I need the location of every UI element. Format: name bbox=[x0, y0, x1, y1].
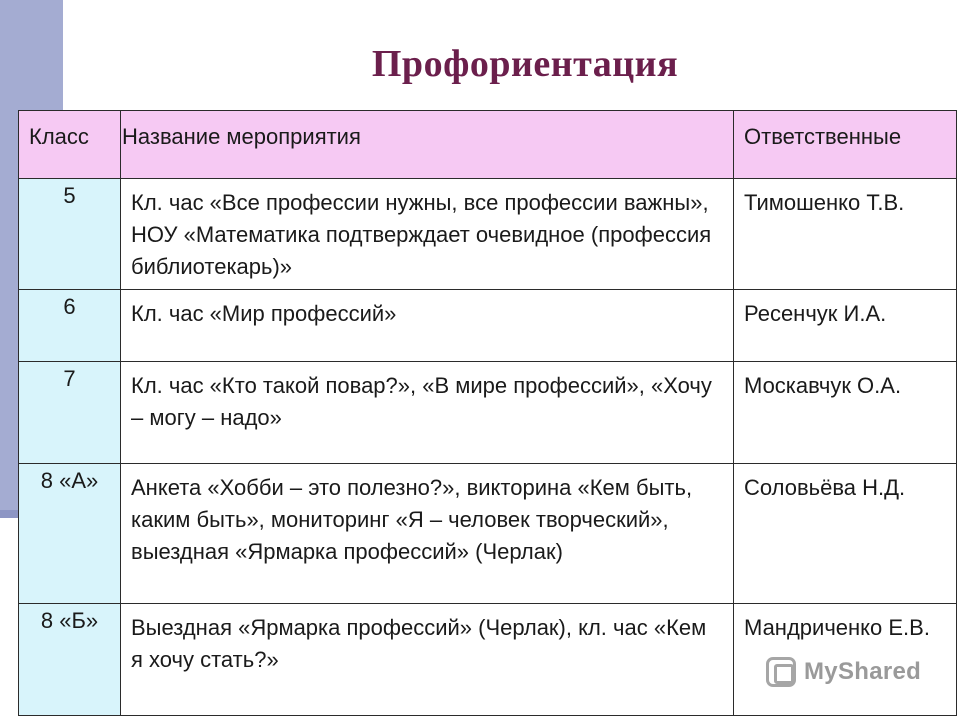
cell-event: Выездная «Ярмарка профессий» (Черлак), кл. час «Кем я хочу стать?» bbox=[121, 604, 734, 716]
myshared-logo-icon bbox=[766, 657, 796, 687]
cell-class: 5 bbox=[19, 179, 121, 290]
watermark bbox=[766, 652, 921, 692]
table-row bbox=[19, 179, 957, 290]
header-class: Класс bbox=[19, 111, 121, 179]
cell-responsible: Москавчук О.А. bbox=[734, 362, 957, 464]
cell-class: 8 «А» bbox=[19, 464, 121, 604]
page-title: Профориентация bbox=[371, 43, 679, 85]
watermark-text: MyShared bbox=[804, 658, 922, 685]
table-row bbox=[19, 290, 957, 362]
cell-responsible: Мандриченко Е.В. bbox=[734, 604, 957, 716]
cell-event: Кл. час «Все профессии нужны, все профессии важны», НОУ «Математика подтверждает очевидное (профессия библиотекарь)» bbox=[121, 179, 734, 290]
cell-event: Анкета «Хобби – это полезно?», викторина «Кем быть, каким быть», мониторинг «Я – человек творческий», выездная «Ярмарка профессий» (Черлак) bbox=[121, 464, 734, 604]
table-header-row bbox=[19, 111, 957, 179]
header-responsible: Ответственные bbox=[734, 111, 957, 179]
cell-responsible: Соловьёва Н.Д. bbox=[734, 464, 957, 604]
cell-class: 6 bbox=[19, 290, 121, 362]
cell-class: 8 «Б» bbox=[19, 604, 121, 716]
cell-responsible: Тимошенко Т.В. bbox=[734, 179, 957, 290]
table-row bbox=[19, 464, 957, 604]
cell-event: Кл. час «Кто такой повар?», «В мире профессий», «Хочу – могу – надо» bbox=[121, 362, 734, 464]
header-event: Название мероприятия bbox=[121, 111, 734, 179]
table-row bbox=[19, 362, 957, 464]
cell-responsible: Ресенчук И.А. bbox=[734, 290, 957, 362]
cell-event: Кл. час «Мир профессий» bbox=[121, 290, 734, 362]
cell-class: 7 bbox=[19, 362, 121, 464]
events-table bbox=[18, 110, 957, 716]
